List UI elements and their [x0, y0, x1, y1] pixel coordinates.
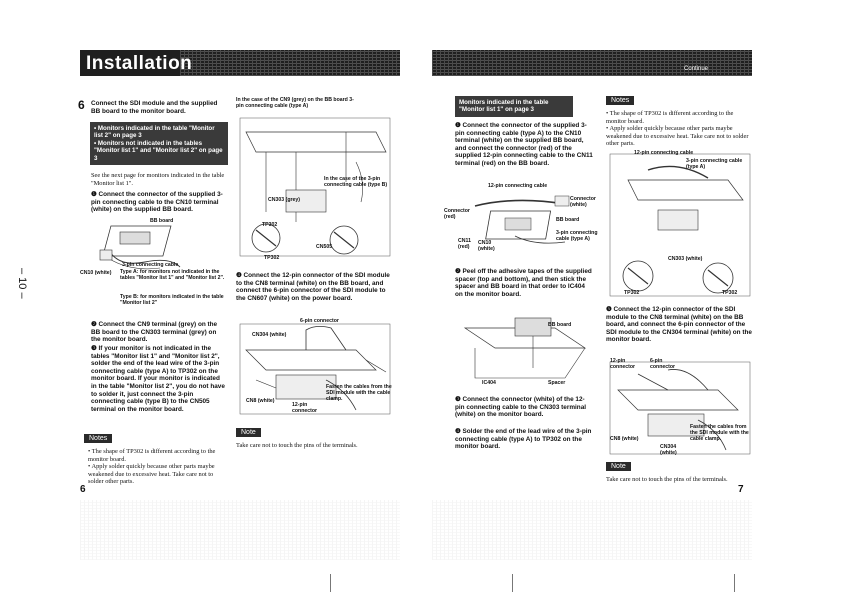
step-heading: Connect the SDI module and the supplied BB board to the monitor board.	[91, 100, 218, 115]
substep-1-right: ❶ Connect the connector of the supplied 3-pin connecting cable (type A) to the CN10 terminal (white) on the supplied BB board, and connect the connector (red) of the supplied 12-pin connecting cable to the CN11 terminal (red) on the BB board.	[455, 122, 593, 167]
three-pin-label: 3-pin connecting cable (type A)	[556, 230, 598, 242]
six-pin-label: 6-pin connector	[300, 318, 339, 324]
connector-white-label: Connector (white)	[570, 196, 596, 208]
scan-noise	[80, 500, 400, 560]
fig2-top-label: In the case of the CN9 (grey) on the BB board 3-pin connecting cable (type A)	[236, 97, 354, 109]
fold-mark	[512, 574, 513, 592]
notes-badge: Notes	[84, 434, 112, 443]
bb-board-figure	[90, 222, 230, 300]
notes-list-right	[606, 110, 754, 148]
note-item: • The shape of TP302 is different according to the monitor board.	[88, 448, 216, 463]
type-a-label: Type A: for monitors not indicated in the tables "Monitor list 1" and "Monitor list 2".	[120, 269, 225, 281]
note-item: • Apply solder quickly because other parts maybe weakened due to excessive heat. Take care not to solder other parts.	[88, 463, 215, 486]
step-number: 6	[78, 98, 85, 112]
circle-3-icon: ❸	[455, 396, 463, 403]
type-b-label: Type B: for monitors indicated in the table "Monitor list 2"	[120, 294, 224, 306]
cn8-label: CN8 (white)	[246, 398, 275, 404]
note-text-right: Take care not to touch the pins of the terminals.	[606, 476, 728, 483]
see-next-text: See the next page for monitors indicated in the table "Monitor list 1".	[91, 172, 225, 187]
spacer-label: Spacer	[548, 380, 566, 386]
notes-badge-right: Notes	[606, 96, 634, 105]
type-b-case-label: In the case of the 3-pin connecting cable (type B)	[324, 176, 388, 188]
ic404-label: IC404	[482, 380, 496, 386]
circle-1-icon: ❶	[455, 122, 463, 129]
page-number-right: 7	[738, 484, 744, 495]
monitor-list1-box	[455, 96, 573, 117]
notes-list	[88, 448, 230, 486]
substep-3-right: ❸ Connect the connector (white) of the 12-pin connecting cable to the CN303 terminal (white) on the monitor board.	[455, 396, 587, 419]
circle-3-icon: ❸	[91, 345, 99, 352]
six-pin-connector-label: 6-pin connector	[650, 358, 676, 370]
tp302-label: TP302	[624, 290, 640, 296]
three-pin-cable-label: 3-pin connecting cable (type A)	[686, 158, 743, 170]
circle-2-icon: ❷	[91, 321, 99, 328]
connector-red-label: Connector (red)	[444, 208, 470, 220]
right-header-bar	[432, 50, 752, 76]
cn10-label: CN10 (white)	[80, 270, 112, 276]
box-line: • Monitors indicated in the table "Monitor list 2" on page 3	[94, 125, 215, 140]
continue-label: Continue	[684, 66, 709, 72]
tp302-label: TP302	[722, 290, 738, 296]
note-badge: Note	[236, 428, 261, 437]
fasten-label: Fasten the cables from the SDI module with the cable clamp.	[326, 384, 392, 402]
tp302-figure	[608, 150, 754, 300]
substep-4: ❹ Connect the 12-pin connector of the SDI module to the CN8 terminal (white) on the BB board, and connect the 6-pin connector of the SDI module to the CN607 (white) on the power board.	[236, 272, 390, 302]
circle-4-icon: ❹	[236, 272, 244, 279]
cn304-label: CN304 (white)	[660, 444, 677, 456]
box-line: • Monitors not indicated in the tables "Monitor list 1" and "Monitor list 2" on page 3	[94, 139, 223, 162]
cn304-label: CN304 (white)	[252, 332, 287, 338]
substep-2: ❷ Connect the CN9 terminal (grey) on the BB board to the CN303 terminal (grey) on the monitor board.	[91, 321, 218, 344]
circle-4-icon: ❹	[455, 428, 463, 435]
cn11-label: CN11 (red)	[458, 238, 471, 250]
circle-5-icon: ❺	[606, 306, 614, 313]
cn303-label: CN303 (white)	[668, 256, 703, 262]
cn8-label: CN8 (white)	[610, 436, 639, 442]
note-item: • The shape of TP302 is different according to the monitor board.	[606, 110, 734, 125]
bb-board-label: BB board	[150, 218, 174, 224]
twelve-pin-label: 12-pin connector	[292, 402, 318, 414]
spacer-figure	[455, 308, 595, 388]
tp302-label: TP302	[262, 222, 278, 228]
substep-1: ❶ Connect the connector of the supplied 3-pin connecting cable to the CN10 terminal (white) on the supplied BB board.	[91, 191, 223, 214]
side-page-marker: – 10 –	[16, 268, 28, 299]
cn10-label: CN10 (white)	[478, 240, 495, 252]
twelve-pin-connector-label: 12-pin connector	[610, 358, 636, 370]
fasten-label: Fasten the cables from the SDI module with the cable clamp.	[690, 424, 749, 442]
note-item: • Apply solder quickly because other parts maybe weakened due to excessive heat. Take care not to solder other parts.	[606, 125, 749, 148]
substep-3: ❸ If your monitor is not indicated in the tables "Monitor list 1" and "Monitor list 2", solder the end of the lead wire of the 3-pin connecting cable (type A) to TP302 on the monitor board. If your monitor is indicated in the table "Monitor list 2", you do not have to solder it, just connect the 3-pin connecting cable (type B) to the CN505 terminal on the monitor board.	[91, 345, 225, 413]
twelve-pin-cable-label: 12-pin connecting cable	[488, 183, 548, 189]
substep-2-right: ❷ Peel off the adhesive tapes of the supplied spacer (top and bottom), and then stick the spacer and BB board in that order to IC404 on the monitor board.	[455, 268, 592, 298]
cable-label: 3-pin connecting cable	[122, 262, 179, 268]
bb-board-label: BB board	[556, 217, 580, 223]
cn505-label: CN505	[316, 244, 333, 250]
note-text: Take care not to touch the pins of the terminals.	[236, 442, 358, 449]
scan-noise	[432, 500, 752, 560]
fold-mark	[734, 574, 735, 592]
substep-4-right: ❹ Solder the end of the lead wire of the 3-pin connecting cable (type A) to TP302 on the monitor board.	[455, 428, 592, 451]
cn303-label: CN303 (grey)	[268, 197, 301, 203]
circle-2-icon: ❷	[455, 268, 463, 275]
tp302-label: TP302	[264, 255, 280, 261]
bb-board-label: BB board	[548, 322, 572, 328]
page-number-left: 6	[80, 484, 86, 495]
box-line: Monitors indicated in the table "Monitor list 1" on page 3	[459, 99, 549, 114]
fold-mark	[330, 574, 331, 592]
substep-5-right: ❺ Connect the 12-pin connector of the SDI module to the CN8 terminal (white) on the BB board, and connect the 6-pin connector of the SDI module to the CN304 terminal (white) on the monitor board.	[606, 306, 752, 344]
circle-1-icon: ❶	[91, 191, 99, 198]
twelve-pin-cable-label: 12-pin connecting cable	[634, 150, 694, 156]
monitor-condition-box	[90, 122, 228, 165]
note-badge-right: Note	[606, 462, 631, 471]
page-title: Installation	[86, 53, 193, 74]
